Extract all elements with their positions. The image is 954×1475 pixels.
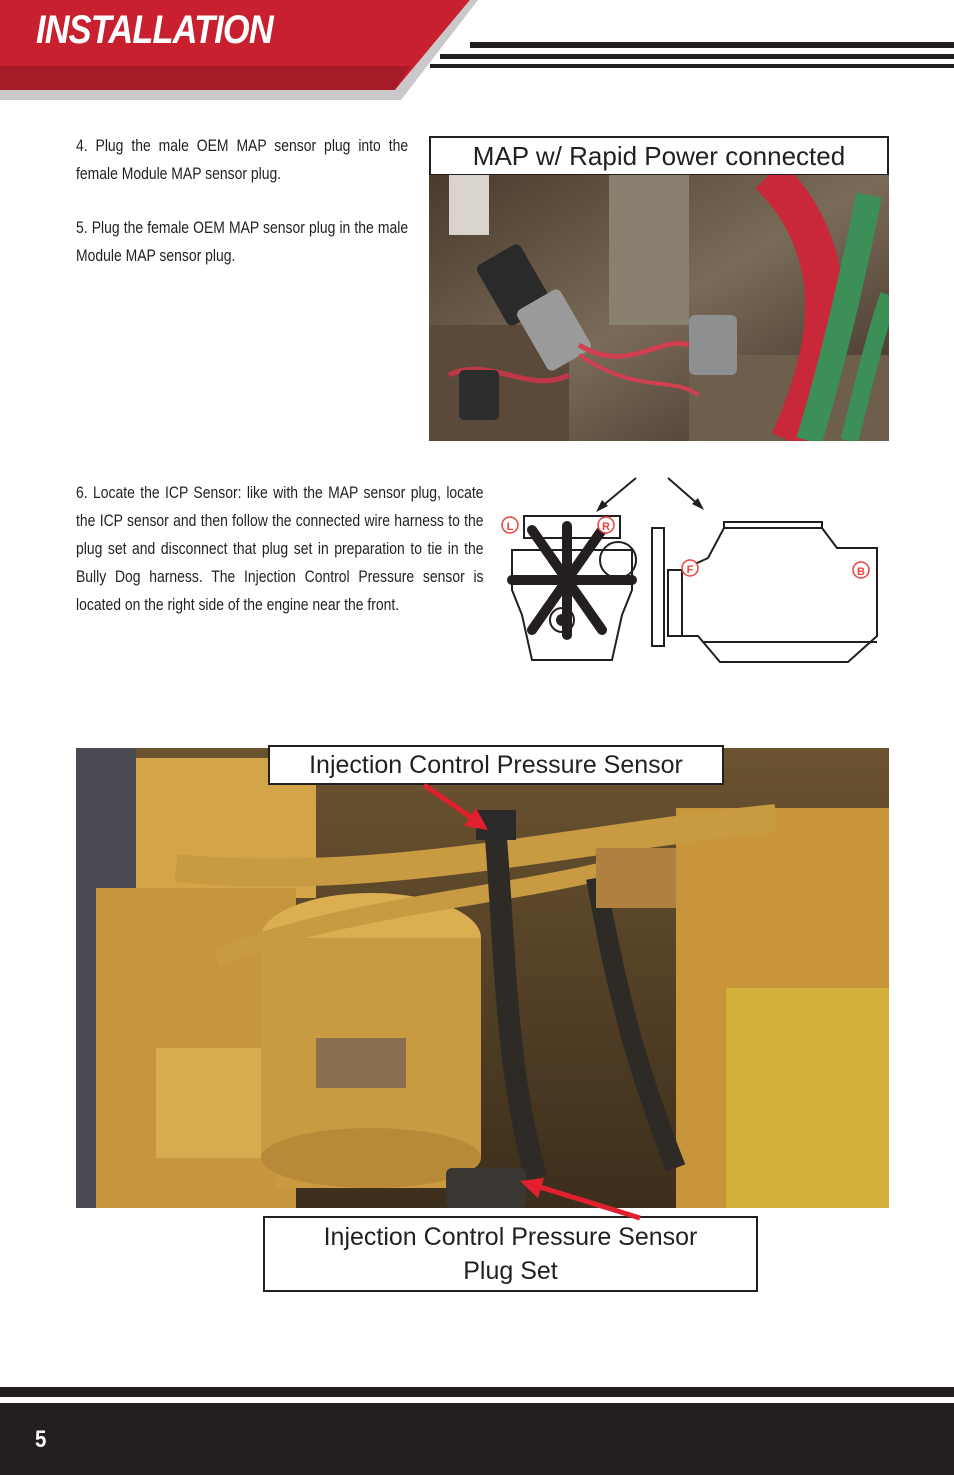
icp-sensor-caption: Injection Control Pressure Sensor: [268, 745, 724, 785]
map-photo-caption: MAP w/ Rapid Power connected: [429, 136, 889, 176]
icp-plug-caption-line-1: Injection Control Pressure Sensor: [323, 1223, 698, 1251]
icp-plug-caption-line-2: Plug Set: [463, 1257, 558, 1285]
diagram-label-back: B: [857, 566, 865, 578]
section-title: INSTALLATION: [36, 8, 273, 52]
page-footer: [0, 1387, 954, 1475]
page-header: [0, 0, 954, 104]
step-6-text: 6. Locate the ICP Sensor: like with the MAP sensor plug, locate the ICP sensor and then follow the connected wire harness to the plug set and disconnect that plug set in preparation to tie in the Bully Dog harness. The Injection Control Pressure sensor is located on the right side of the engine near the front.: [76, 483, 484, 614]
map-sensor-photo: [429, 175, 889, 441]
diagram-label-front: F: [686, 564, 694, 576]
step-5-text: 5. Plug the female OEM MAP sensor plug in the male Module MAP sensor plug.: [76, 218, 409, 265]
diagram-label-right: R: [602, 521, 610, 533]
icp-plug-set-caption: [263, 1216, 758, 1292]
page-number: 5: [35, 1426, 47, 1453]
footer-bar: [0, 1403, 954, 1475]
icp-sensor-photo: [76, 748, 889, 1208]
step-4-text: 4. Plug the male OEM MAP sensor plug into the female Module MAP sensor plug.: [76, 136, 409, 183]
diagram-label-left: L: [506, 521, 514, 533]
footer-rule: [0, 1387, 954, 1397]
engine-location-diagram: [492, 470, 887, 670]
